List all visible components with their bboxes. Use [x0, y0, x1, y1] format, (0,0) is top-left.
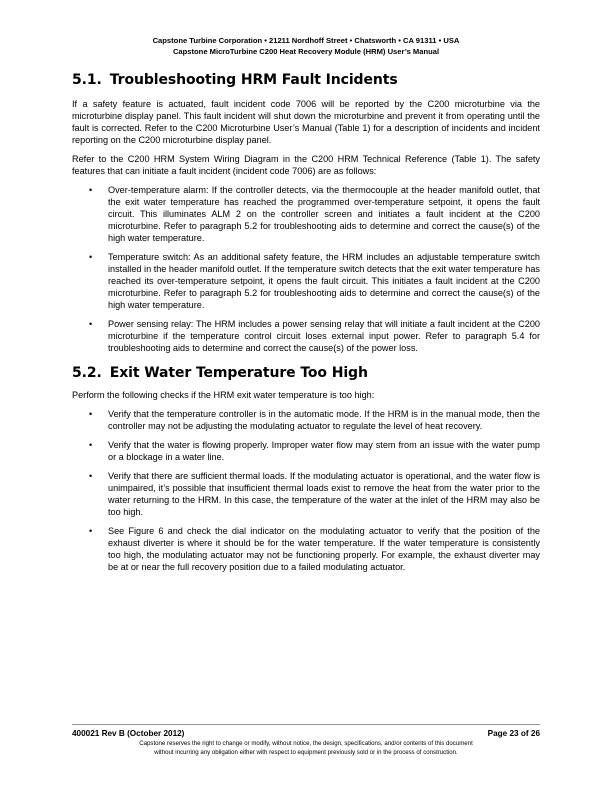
section-title: Troubleshooting HRM Fault Incidents: [109, 72, 398, 88]
list-item-text: Verify that there are sufficient thermal loads. If the modulating actuator is operational, and the water flow is unimpaired, it’s possible that insufficient thermal loads exist to remove the heat from the water prior to the water returning to the HRM. In this case, the temperature of the water at the inlet of the HRM may also be too high.: [108, 471, 540, 517]
footer-divider: [72, 724, 540, 725]
bullet-icon: •: [89, 471, 93, 481]
paragraph: Perform the following checks if the HRM exit water temperature is too high:: [72, 390, 375, 400]
section-number: 5.1.: [72, 72, 102, 88]
footer-notice: [72, 740, 540, 757]
page-content: [72, 70, 540, 573]
footer-page-number: Page 23 of 26: [487, 729, 540, 738]
page-header: [0, 36, 612, 57]
section-heading-5-2: [72, 363, 540, 383]
list-item-text: Verify that the temperature controller is in the automatic mode. If the HRM is in the manual mode, then the controller may not be adjusting the modulating actuator to regulate the level of heat recovery.: [108, 409, 540, 431]
footer-document-id: 400021 Rev B (October 2012): [72, 729, 185, 738]
footer-notice-line: Capstone reserves the right to change or modify, without notice, the design, specifications, and/or contents of this document: [139, 740, 473, 747]
list-item-text: Over-temperature alarm: If the controller detects, via the thermocouple at the header manifold outlet, that the exit water temperature has reached the programmed over-temperature setpoint, it opens the fault circuit. This illuminates ALM 2 on the controller screen and initiates a fault incident at the C200 microturbine. Refer to paragraph 5.2 for troubleshooting aids to determine and correct the cause(s) of the high water temperature.: [108, 185, 540, 243]
section-heading-5-1: [72, 70, 540, 90]
list-item-text: Verify that the water is flowing properly. Improper water flow may stem from an issue with the water pump or a blockage in a water line.: [108, 440, 540, 462]
list-item-text: Power sensing relay: The HRM includes a power sensing relay that will initiate a fault incident at the C200 microturbine if the temperature control circuit loses external input power. Refer to paragraph 5.4 for troubleshooting aids to determine and correct the cause(s) of the power loss.: [108, 319, 540, 353]
list-item: [72, 525, 540, 573]
header-manual-title: Capstone MicroTurbine C200 Heat Recovery Module (HRM) User’s Manual: [172, 46, 440, 56]
list-item-text: Temperature switch: As an additional safety feature, the HRM includes an adjustable temperature switch installed in the header manifold outlet. If the temperature switch detects that the exit water temperature has reached its over-temperature setpoint, it opens the fault circuit. This initiates a fault incident at the C200 microturbine. Refer to paragraph 5.2 for troubleshooting aids to determine and correct the cause(s) of the high water temperature.: [108, 252, 540, 310]
list-item: [72, 318, 540, 354]
section-number: 5.2.: [72, 365, 102, 381]
list-item-text: See Figure 6 and check the dial indicator on the modulating actuator to verify that the position of the exhaust diverter is where it should be for the water temperature. If the water temperature is consistently too high, the modulating actuator may not be functioning properly. For example, the exhaust diverter may be at or near the full recovery position due to a failed modulating actuator.: [108, 526, 540, 572]
bullet-list: [72, 408, 540, 573]
bullet-icon: •: [89, 252, 93, 262]
paragraph: If a safety feature is actuated, fault incident code 7006 will be reported by the C200 microturbine via the microturbine display panel. This fault incident will shut down the microturbine and prevent it from operating until the fault is corrected. Refer to the C200 Microturbine User’s Manual (Table 1) for a description of incidents and incident reporting on the C200 microturbine display panel.: [72, 99, 540, 145]
bullet-icon: •: [89, 185, 93, 195]
bullet-icon: •: [89, 440, 93, 450]
list-item: [72, 184, 540, 244]
bullet-icon: •: [89, 526, 93, 536]
header-company-line: Capstone Turbine Corporation • 21211 Nordhoff Street • Chatsworth • CA 91311 • USA: [152, 36, 460, 45]
list-item: [72, 408, 540, 432]
list-item: [72, 251, 540, 311]
paragraph: Refer to the C200 HRM System Wiring Diagram in the C200 HRM Technical Reference (Table 1). The safety features that can initiate a fault incident (incident code 7006) are as follows:: [72, 154, 540, 176]
list-item: [72, 470, 540, 518]
list-item: [72, 439, 540, 463]
bullet-icon: •: [89, 319, 93, 329]
bullet-icon: •: [89, 409, 93, 419]
footer-notice-line: without incurring any obligation either with respect to equipment previously sold or in the process of construction.: [154, 748, 458, 756]
bullet-list: [72, 184, 540, 354]
section-title: Exit Water Temperature Too High: [109, 365, 368, 381]
